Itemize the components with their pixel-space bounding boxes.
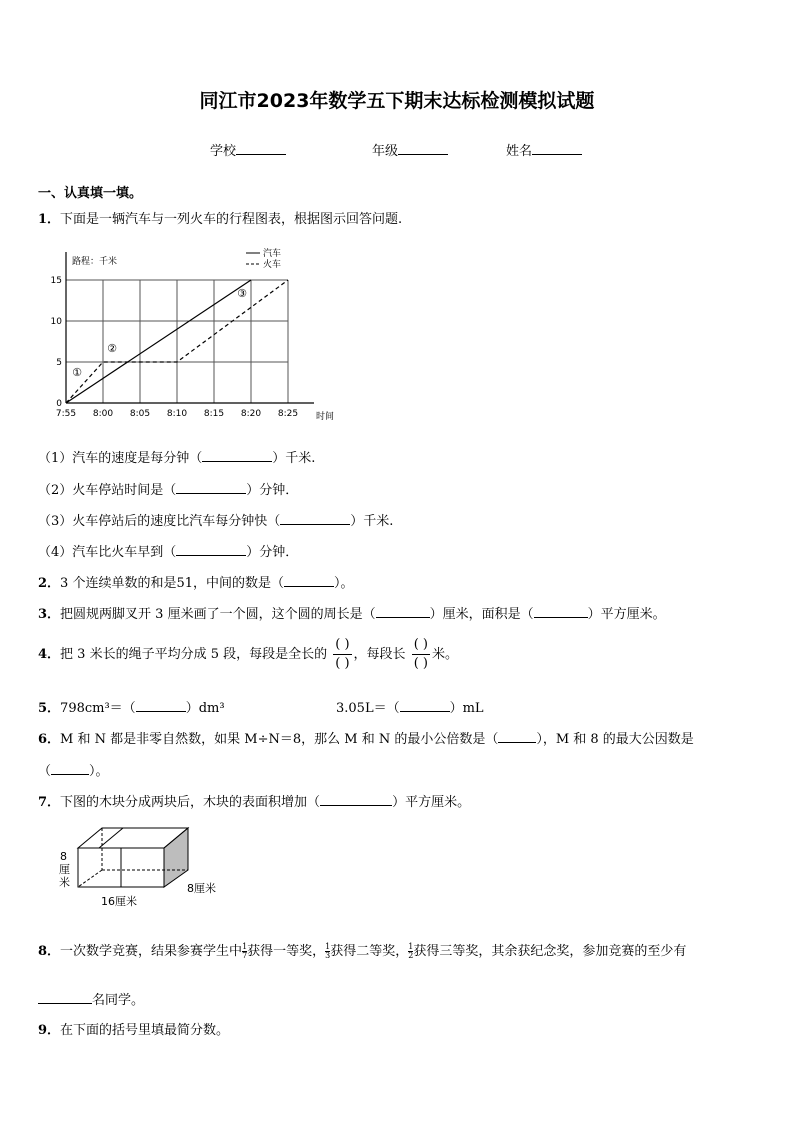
page-title: 同江市2023年数学五下期末达标检测模拟试题 — [199, 90, 595, 112]
series-line-0 — [66, 280, 251, 403]
answer-blank[interactable] — [400, 699, 450, 712]
cut-line-top — [99, 828, 123, 848]
height-label: 8 — [60, 850, 67, 863]
chart-grid — [66, 280, 288, 403]
question-3: 3．把圆规两脚叉开 3 厘米画了一个圆，这个圆的周长是（ ）厘米，面积是（ ）平方厘米。 — [38, 607, 666, 622]
y-axis-label: 路程：千米 — [72, 257, 118, 267]
annotation-marker: ② — [107, 342, 117, 355]
answer-blank[interactable] — [376, 605, 430, 618]
answer-blank[interactable] — [136, 699, 186, 712]
answer-blank[interactable] — [176, 481, 246, 494]
hidden-edge — [78, 870, 102, 887]
question-6-line2: （ ）。 — [38, 764, 109, 779]
answer-blank[interactable] — [534, 605, 588, 618]
y-tick-label: 10 — [50, 317, 62, 327]
answer-blank[interactable] — [38, 991, 92, 1004]
answer-blank[interactable] — [498, 730, 536, 743]
x-tick-label: 8:05 — [129, 409, 151, 419]
question-7: 7．下图的木块分成两块后，木块的表面积增加（ ）平方厘米。 — [38, 795, 471, 810]
question-1: 1．下面是一辆汽车与一列火车的行程图表，根据图示回答问题. — [38, 212, 403, 227]
y-tick-label: 5 — [56, 358, 62, 368]
name-field: 姓名 — [506, 140, 582, 159]
fraction: $\frac{1}{3}$ — [325, 942, 331, 960]
length-label: 16厘米 — [101, 895, 137, 908]
fraction-blank[interactable]: $\frac{( )}{( )}$ — [335, 637, 350, 671]
x-tick-label: 8:25 — [277, 409, 299, 419]
answer-blank[interactable] — [280, 512, 350, 525]
answer-blank[interactable] — [284, 574, 334, 587]
x-axis-label: 时间 — [316, 412, 335, 422]
question-8-line2: 名同学。 — [38, 989, 144, 1008]
annotation-marker: ① — [72, 366, 82, 379]
section-heading: 一、认真填一填。 — [38, 186, 143, 201]
question-5-b: 3.05L＝（ ）mL — [336, 701, 484, 716]
legend-label: 火车 — [263, 260, 282, 270]
question-5: 5．798cm³＝（ ）dm³ — [38, 701, 225, 716]
answer-blank[interactable] — [176, 543, 246, 556]
answer-blank[interactable] — [320, 793, 392, 806]
fraction: $\frac{1}{7}$ — [242, 942, 248, 960]
x-tick-label: 8:00 — [92, 409, 114, 419]
travel-chart — [50, 240, 350, 425]
question-1-2: （2）火车停站时间是（ ）分钟． — [38, 483, 299, 498]
wood-block-figure — [56, 820, 226, 912]
question-9: 9．在下面的括号里填最简分数。 — [38, 1023, 230, 1038]
height-unit-1: 厘 — [59, 863, 70, 876]
fraction-blank[interactable]: $\frac{( )}{( )}$ — [413, 637, 428, 671]
answer-blank[interactable] — [51, 762, 89, 775]
x-tick-label: 8:10 — [166, 409, 188, 419]
height-unit-2: 米 — [59, 876, 70, 889]
width-label: 8厘米 — [187, 882, 216, 895]
x-tick-label: 8:20 — [240, 409, 262, 419]
x-tick-label: 8:15 — [203, 409, 225, 419]
question-8: 8．一次数学竞赛，结果参赛学生中 $\frac{1}{7}$ 获得一等奖， $\frac{1}{3}$ 获得二等奖， $\frac{1}{2}$ 获得三等奖，其余获纪念奖，参加竞赛的至少有 — [38, 942, 687, 960]
fraction: $\frac{1}{2}$ — [408, 942, 414, 960]
block-right-face — [164, 828, 188, 887]
school-field: 学校 — [210, 140, 286, 159]
chart-labels — [51, 247, 334, 422]
question-1-4: （4）汽车比火车早到（ ）分钟． — [38, 545, 299, 560]
annotation-marker: ③ — [237, 287, 247, 300]
legend-label: 汽车 — [263, 249, 282, 259]
y-tick-label: 0 — [56, 399, 62, 409]
question-2: 2．3 个连续单数的和是51，中间的数是（ ）。 — [38, 576, 354, 591]
x-tick-label: 7:55 — [55, 409, 77, 419]
y-tick-label: 15 — [50, 276, 62, 286]
question-4: 4．把 3 米长的绳子平均分成 5 段，每段是全长的 $\frac{( )}{( )}$ ，每段长 $\frac{( )}{( )}$ 米。 — [38, 637, 458, 671]
answer-blank[interactable] — [202, 449, 272, 462]
question-1-1: （1）汽车的速度是每分钟（ ）千米. — [38, 451, 316, 466]
question-1-3: （3）火车停站后的速度比汽车每分钟快（ ）千米. — [38, 514, 394, 529]
question-6: 6．M 和 N 都是非零自然数，如果 M÷N＝8，那么 M 和 N 的最小公倍数是（ ），M 和 8 的最大公因数是 — [38, 732, 694, 747]
grade-field: 年级 — [372, 140, 448, 159]
